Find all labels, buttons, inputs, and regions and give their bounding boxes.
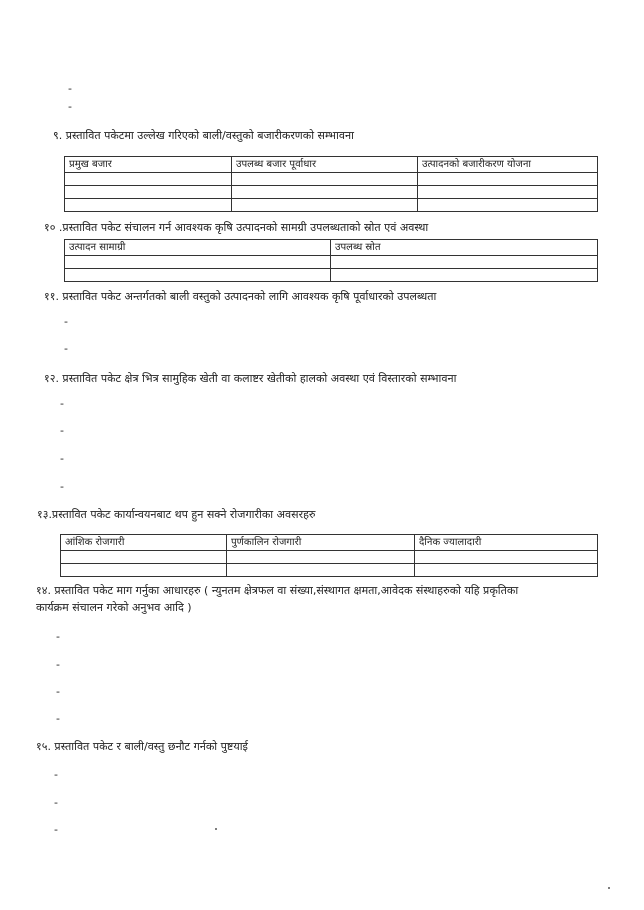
inputs-table [64,239,598,282]
item-14-heading-continued: कार्यक्रम संचालन गरेको अनुभव आदि ) [36,601,192,614]
scan-speck [215,828,217,830]
employment-table-header: पुर्णकालिन रोजगारी [227,535,415,551]
employment-table [60,534,598,577]
bullet-dash: - [56,658,60,671]
table-row [65,186,598,199]
item-15-heading: १५. प्रस्तावित पकेट र बाली/वस्तु छनौट गर्नको पुष्टयाई [36,740,248,753]
table-row [61,564,598,577]
bullet-dash: - [60,452,64,465]
employment-table-header: दैनिक ज्यालादारी [415,535,598,551]
bullet-dash: - [64,315,68,328]
bullet-dash: - [56,685,60,698]
employment-table-header: आंशिक रोजगारी [61,535,227,551]
item-11-heading: ११. प्रस्तावित पकेट अन्तर्गतको बाली वस्तुको उत्पादनको लागि आवश्यक कृषि पूर्वाधारको उपलब्धता [44,290,437,303]
market-table-header: उपलब्ध बजार पूर्वाधार [232,157,418,173]
bullet-dash: - [68,82,72,95]
bullet-dash: - [60,480,64,493]
bullet-dash: - [60,424,64,437]
bullet-dash: - [54,768,58,781]
bullet-dash: - [60,397,64,410]
bullet-dash: - [56,630,60,643]
table-row [61,551,598,564]
market-table-header: उत्पादनको बजारीकरण योजना [418,157,598,173]
bullet-dash: - [64,342,68,355]
table-row [65,269,598,282]
inputs-table-header: उपलब्ध स्रोत [331,240,598,256]
item-12-heading: १२. प्रस्तावित पकेट क्षेत्र भित्र सामुहिक खेती वा कलाष्टर खेतीको हालको अवस्था एवं विस्तारको सम्भावना [44,372,457,385]
item-9-heading: ९. प्रस्तावित पकेटमा उल्लेख गरिएको बाली/वस्तुको बजारीकरणको सम्भावना [53,129,354,142]
market-table-header: प्रमुख बजार [65,157,232,173]
item-13-heading: १३.प्रस्तावित पकेट कार्यान्वयनबाट थप हुन सक्ने रोजगारीका अवसरहरु [37,508,316,521]
inputs-table-header: उत्पादन सामाग्री [65,240,331,256]
bullet-dash: - [54,823,58,836]
scan-speck [608,887,610,889]
market-table [64,156,598,212]
item-14-heading: १४. प्रस्तावित पकेट माग गर्नुका आधारहरु ( न्युनतम क्षेत्रफल वा संख्या,संस्थागत क्षमता,आवेदक संस्थाहरुको यहि प्रकृतिका [36,584,519,597]
table-row [65,256,598,269]
table-row [65,199,598,212]
item-10-heading: १० .प्रस्तावित पकेट संचालन गर्न आवश्यक कृषि उत्पादनको सामग्री उपलब्धताको स्रोत एवं अवस्था [44,221,429,234]
table-row [65,173,598,186]
bullet-dash: - [56,712,60,725]
bullet-dash: - [54,796,58,809]
bullet-dash: - [68,100,72,113]
